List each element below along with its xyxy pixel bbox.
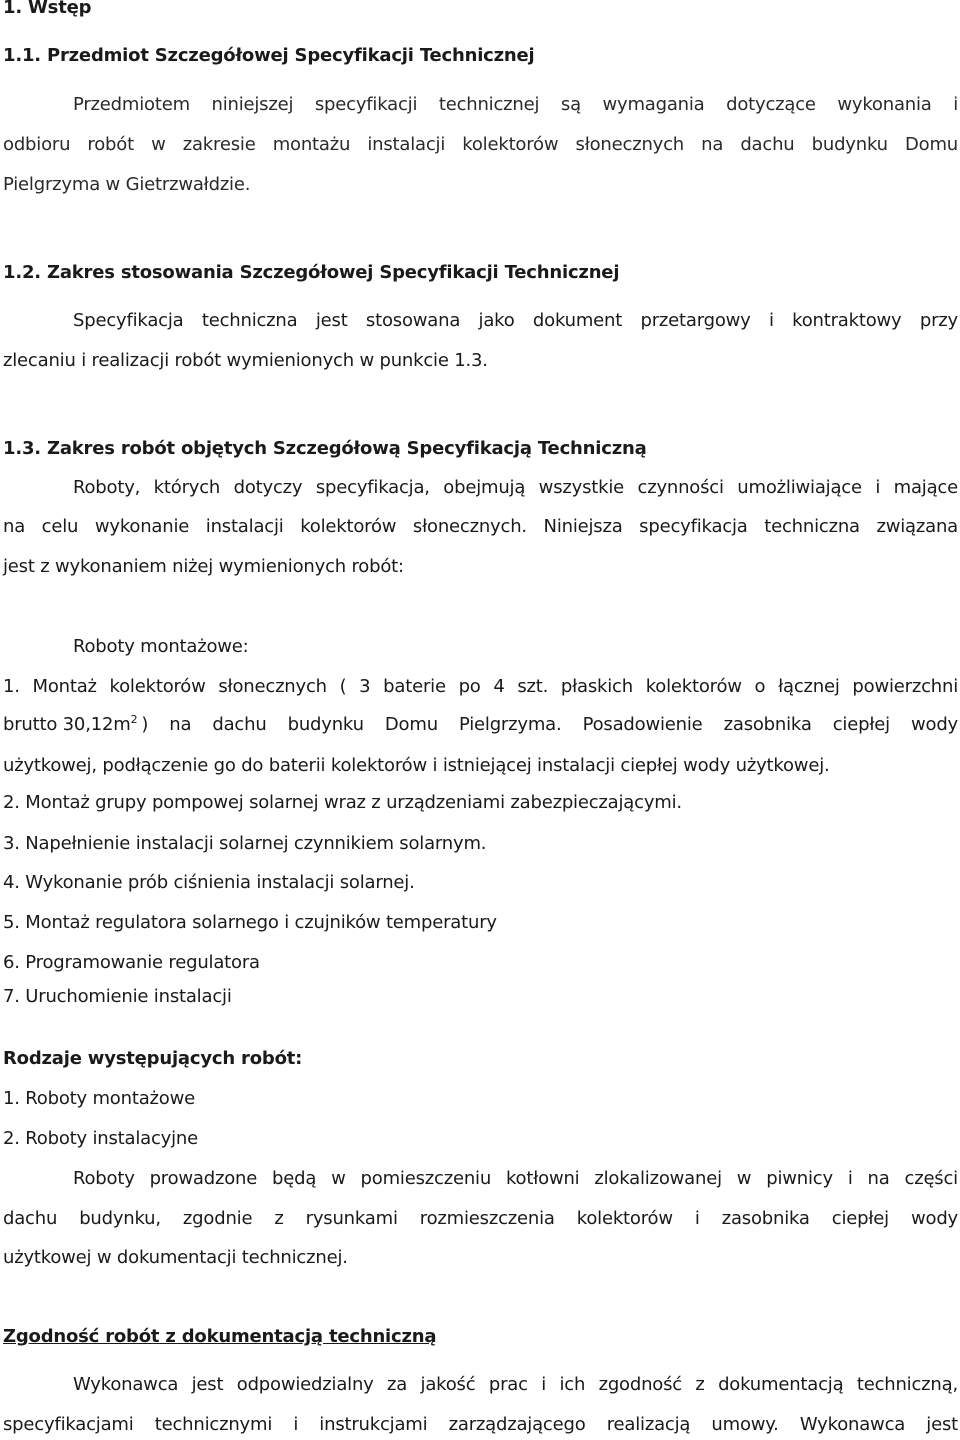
list-item: 4. Wykonanie prób ciśnienia instalacji solarnej.: [3, 872, 415, 893]
list-item-segment: ) na dachu budynku Domu Pielgrzyma. Posadowienie zasobnika ciepłej wody: [141, 714, 958, 735]
paragraph-line: Przedmiotem niniejszej specyfikacji technicznej są wymagania dotyczące wykonania i: [73, 94, 958, 115]
paragraph-line: Roboty prowadzone będą w pomieszczeniu kotłowni zlokalizowanej w piwnicy i na części: [73, 1168, 958, 1189]
paragraph-line: użytkowej w dokumentacji technicznej.: [3, 1247, 348, 1268]
superscript: 2: [130, 713, 138, 726]
paragraph-line: Roboty, których dotyczy specyfikacja, obejmują wszystkie czynności umożliwiające i mające: [73, 477, 958, 498]
list-item: 5. Montaż regulatora solarnego i czujników temperatury: [3, 912, 497, 933]
paragraph-line: na celu wykonanie instalacji kolektorów słonecznych. Niniejsza specyfikacja techniczna związana: [3, 516, 958, 537]
section-heading-compliance: Zgodność robót z dokumentacją techniczną: [3, 1326, 437, 1347]
list-item: użytkowej, podłączenie go do baterii kolektorów i istniejącej instalacji ciepłej wody użytkowej.: [3, 755, 830, 776]
paragraph-line: odbioru robót w zakresie montażu instalacji kolektorów słonecznych na dachu budynku Domu: [3, 134, 958, 155]
section-heading-types: Rodzaje występujących robót:: [3, 1048, 303, 1069]
list-item: 6. Programowanie regulatora: [3, 952, 260, 973]
paragraph-line: Pielgrzyma w Gietrzwałdzie.: [3, 174, 251, 195]
paragraph-line: jest z wykonaniem niżej wymienionych robót:: [3, 556, 404, 577]
list-item: 2. Roboty instalacyjne: [3, 1128, 199, 1149]
list-title: Roboty montażowe:: [73, 636, 249, 657]
section-heading-1-2: 1.2. Zakres stosowania Szczegółowej Specyfikacji Technicznej: [3, 262, 620, 283]
paragraph-line: specyfikacjami technicznymi i instrukcjami zarządzającego realizacją umowy. Wykonawca jest: [3, 1414, 958, 1435]
section-heading-1-3: 1.3. Zakres robót objętych Szczegółową Specyfikacją Techniczną: [3, 438, 647, 459]
section-heading-intro: 1. Wstęp: [3, 0, 92, 18]
list-item: 7. Uruchomienie instalacji: [3, 986, 232, 1007]
paragraph-line: dachu budynku, zgodnie z rysunkami rozmieszczenia kolektorów i zasobnika ciepłej wody: [3, 1208, 958, 1229]
list-item: 1. Roboty montażowe: [3, 1088, 195, 1109]
paragraph-line: Specyfikacja techniczna jest stosowana jako dokument przetargowy i kontraktowy przy: [73, 310, 958, 331]
paragraph-line: zlecaniu i realizacji robót wymienionych w punkcie 1.3.: [3, 350, 488, 371]
list-item: 3. Napełnienie instalacji solarnej czynnikiem solarnym.: [3, 833, 487, 854]
paragraph-line: Wykonawca jest odpowiedzialny za jakość prac i ich zgodność z dokumentacją techniczną,: [73, 1374, 958, 1395]
list-item: 1. Montaż kolektorów słonecznych ( 3 baterie po 4 szt. płaskich kolektorów o łącznej powierzchni: [3, 676, 958, 697]
section-heading-1-1: 1.1. Przedmiot Szczegółowej Specyfikacji Technicznej: [3, 45, 535, 66]
list-item-segment: brutto $30,12m^2$: [3, 713, 138, 735]
list-item: 2. Montaż grupy pompowej solarnej wraz z urządzeniami zabezpieczającymi.: [3, 792, 682, 813]
list-item: [3, 714, 958, 736]
